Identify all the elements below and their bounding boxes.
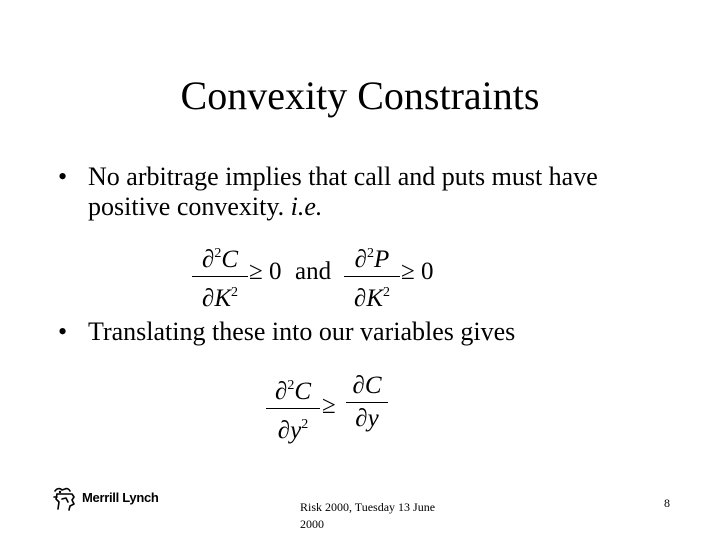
relation-geq: ≥: [322, 392, 336, 419]
call-fraction: [192, 240, 248, 313]
put-numerator: ∂$^2$P: [354, 246, 390, 273]
rhs-fraction: [346, 372, 388, 433]
fraction-bar: [266, 408, 320, 409]
lhs-numerator: ∂$^2$C: [274, 378, 312, 405]
bullet-text: Translating these into our variables gives: [88, 317, 516, 346]
bullet-text-main: No arbitrage implies that call and puts must have positive convexity.: [88, 162, 598, 221]
variables-formula: [266, 372, 396, 446]
bullet-text-italic: i.e.: [290, 192, 323, 221]
bullet-text: [88, 162, 678, 222]
logo-text: Merrill Lynch: [82, 490, 159, 505]
fraction-bar: [344, 276, 400, 277]
call-denominator: $\partial K^2$: [201, 285, 239, 312]
merrill-lynch-logo: [52, 487, 182, 517]
convexity-formula: [192, 240, 452, 310]
slide-title: Convexity Constraints: [180, 73, 540, 118]
fraction-bar: [192, 276, 248, 277]
lhs-denominator: $\partial y^2$: [277, 417, 309, 444]
rhs-numerator: ∂C: [352, 372, 382, 399]
fraction-bar: [346, 402, 388, 403]
bullet-symbol: •: [58, 162, 68, 191]
conjunction-and: and: [295, 258, 332, 285]
lhs-fraction: [266, 372, 320, 445]
rhs-denominator: ∂y: [355, 405, 379, 432]
page-number: 8: [664, 496, 670, 510]
call-numerator: ∂$^2$C: [201, 246, 239, 273]
put-denominator: $\partial K^2$: [353, 285, 391, 312]
put-fraction: [344, 240, 400, 313]
relation-geq-zero: ≥ 0: [249, 258, 282, 285]
bullet-symbol: •: [58, 317, 68, 346]
bull-icon: [52, 485, 80, 513]
relation-geq-zero: ≥ 0: [401, 258, 434, 285]
footer-event: Risk 2000, Tuesday 13 June 2000: [300, 500, 436, 531]
